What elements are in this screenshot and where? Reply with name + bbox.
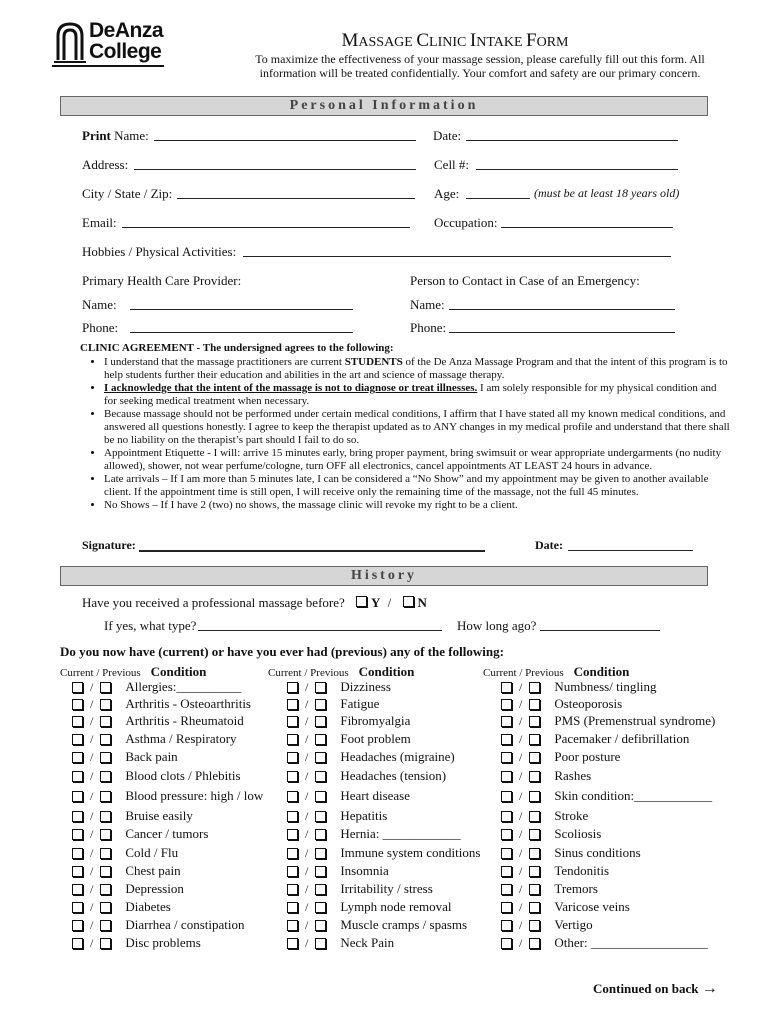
emergency-phone-label: Phone:: [410, 320, 447, 335]
condition-label: Headaches (migraine): [340, 749, 455, 764]
condition-row: [283, 695, 379, 713]
provider-phone-label: Phone:: [82, 320, 119, 335]
condition-label: Disc problems: [125, 935, 201, 950]
condition-row: [283, 748, 455, 766]
checkbox-separator: /: [305, 881, 309, 896]
date-label: Date:: [433, 128, 462, 143]
condition-row: [68, 844, 178, 862]
previous-checkbox[interactable]: [529, 938, 540, 949]
previous-checkbox[interactable]: [100, 829, 111, 840]
occupation-field[interactable]: [501, 215, 673, 228]
agreement-heading: CLINIC AGREEMENT - The undersigned agrees to the following:: [80, 342, 394, 354]
condition-row: [283, 934, 394, 952]
current-checkbox[interactable]: [501, 902, 512, 913]
condition-row: [68, 916, 244, 934]
current-checkbox[interactable]: [72, 938, 83, 949]
no-checkbox[interactable]: [403, 596, 414, 607]
condition-label: Irritability / stress: [340, 881, 433, 896]
current-checkbox[interactable]: [501, 811, 512, 822]
condition-label: Blood pressure: high / low: [125, 788, 264, 803]
current-checkbox[interactable]: [287, 829, 298, 840]
current-checkbox[interactable]: [72, 752, 83, 763]
condition-label: Arthritis - Osteoarthritis: [125, 696, 251, 711]
provider-name-label: Name:: [82, 297, 117, 312]
previous-checkbox[interactable]: [100, 752, 111, 763]
current-checkbox[interactable]: [287, 734, 298, 745]
current-checkbox[interactable]: [501, 848, 512, 859]
condition-label: Varicose veins: [554, 899, 630, 914]
previous-checkbox[interactable]: [100, 938, 111, 949]
hobbies-label: Hobbies / Physical Activities:: [82, 244, 237, 259]
signature-date-field[interactable]: [568, 538, 693, 551]
current-checkbox[interactable]: [72, 829, 83, 840]
condition-label: Fatigue: [340, 696, 380, 711]
current-checkbox[interactable]: [72, 699, 83, 710]
checkbox-separator: /: [305, 768, 309, 783]
current-checkbox[interactable]: [501, 791, 512, 802]
checkbox-separator: /: [519, 863, 523, 878]
condition-label: Numbness/ tingling: [554, 679, 657, 694]
condition-row: [283, 898, 452, 916]
condition-row: [283, 730, 411, 748]
age-field[interactable]: [466, 186, 530, 199]
previous-checkbox[interactable]: [315, 752, 326, 763]
previous-checkbox[interactable]: [315, 884, 326, 895]
checkbox-separator: /: [305, 713, 309, 728]
massage-type-field[interactable]: [198, 618, 442, 631]
massage-before-question: Have you received a professional massage before? Y / N: [82, 595, 427, 610]
print-name-field[interactable]: [154, 128, 416, 141]
signature-date-label: Date:: [535, 538, 563, 552]
condition-label: Tremors: [554, 881, 598, 896]
condition-row: [68, 730, 237, 748]
current-checkbox[interactable]: [501, 682, 512, 693]
checkbox-separator: /: [90, 788, 94, 803]
condition-row: [497, 767, 591, 785]
condition-label: Skin condition:____________: [554, 788, 713, 803]
condition-row: [283, 712, 410, 730]
condition-row: [68, 695, 251, 713]
condition-label: Allergies:__________: [125, 679, 242, 694]
condition-label: Insomnia: [340, 863, 389, 878]
current-checkbox[interactable]: [287, 866, 298, 877]
checkbox-separator: /: [519, 768, 523, 783]
current-checkbox[interactable]: [287, 791, 298, 802]
current-checkbox[interactable]: [287, 902, 298, 913]
current-checkbox[interactable]: [72, 791, 83, 802]
checkbox-separator: /: [305, 788, 309, 803]
checkbox-separator: /: [519, 713, 523, 728]
condition-row: [283, 916, 467, 934]
condition-row: [497, 748, 620, 766]
condition-label: Stroke: [554, 808, 589, 823]
checkbox-separator: /: [519, 917, 523, 932]
previous-checkbox[interactable]: [315, 771, 326, 782]
checkbox-separator: /: [305, 917, 309, 932]
checkbox-separator: /: [519, 808, 523, 823]
checkbox-separator: /: [519, 935, 523, 950]
condition-row: [497, 807, 588, 825]
condition-row: [497, 880, 598, 898]
previous-checkbox[interactable]: [529, 716, 540, 727]
current-checkbox[interactable]: [72, 848, 83, 859]
date-field[interactable]: [466, 128, 678, 141]
checkbox-separator: /: [305, 826, 309, 841]
previous-checkbox[interactable]: [529, 771, 540, 782]
current-checkbox[interactable]: [72, 682, 83, 693]
previous-checkbox[interactable]: [100, 791, 111, 802]
condition-label: Other: __________________: [554, 935, 708, 950]
column-header-3: Current / Previous Condition: [483, 664, 630, 679]
previous-checkbox[interactable]: [529, 752, 540, 763]
condition-row: [497, 916, 593, 934]
checkbox-separator: /: [305, 845, 309, 860]
current-checkbox[interactable]: [72, 920, 83, 931]
checkbox-separator: /: [519, 696, 523, 711]
condition-row: [497, 934, 708, 952]
condition-row: [497, 844, 641, 862]
condition-row: [68, 825, 208, 843]
condition-row: [68, 787, 263, 805]
checkbox-separator: /: [519, 749, 523, 764]
checkbox-separator: /: [305, 899, 309, 914]
current-checkbox[interactable]: [287, 752, 298, 763]
age-label: Age:: [434, 186, 460, 201]
logo-line-2: College: [89, 40, 162, 63]
city-state-zip-label: City / State / Zip:: [82, 186, 173, 201]
previous-checkbox[interactable]: [529, 682, 540, 693]
logo-underline: [52, 65, 164, 67]
condition-row: [283, 807, 387, 825]
condition-label: Immune system conditions: [340, 845, 481, 860]
previous-checkbox[interactable]: [529, 866, 540, 877]
current-checkbox[interactable]: [501, 771, 512, 782]
condition-label: Chest pain: [125, 863, 181, 878]
condition-label: Blood clots / Phlebitis: [125, 768, 241, 783]
current-checkbox[interactable]: [501, 866, 512, 877]
current-checkbox[interactable]: [501, 884, 512, 895]
current-checkbox[interactable]: [501, 734, 512, 745]
previous-checkbox[interactable]: [315, 682, 326, 693]
checkbox-separator: /: [519, 731, 523, 746]
condition-label: Bruise easily: [125, 808, 193, 823]
condition-label: Lymph node removal: [340, 899, 452, 914]
current-checkbox[interactable]: [72, 811, 83, 822]
cell-label: Cell #:: [434, 157, 470, 172]
previous-checkbox[interactable]: [100, 884, 111, 895]
checkbox-separator: /: [519, 845, 523, 860]
previous-checkbox[interactable]: [529, 699, 540, 710]
condition-label: Fibromyalgia: [340, 713, 411, 728]
current-checkbox[interactable]: [287, 884, 298, 895]
condition-label: Rashes: [554, 768, 592, 783]
current-checkbox[interactable]: [501, 829, 512, 840]
cell-field[interactable]: [476, 157, 678, 170]
condition-row: [68, 748, 178, 766]
previous-checkbox[interactable]: [100, 902, 111, 913]
emergency-name-field[interactable]: [449, 297, 675, 310]
previous-checkbox[interactable]: [315, 848, 326, 859]
current-checkbox[interactable]: [287, 920, 298, 931]
previous-checkbox[interactable]: [529, 829, 540, 840]
condition-label: Foot problem: [340, 731, 411, 746]
previous-checkbox[interactable]: [315, 866, 326, 877]
provider-phone-field[interactable]: [130, 320, 353, 333]
condition-label: Tendonitis: [554, 863, 610, 878]
previous-checkbox[interactable]: [315, 699, 326, 710]
condition-label: Osteoporosis: [554, 696, 623, 711]
age-note: (must be at least 18 years old): [534, 186, 680, 200]
personal-info-header: Personal Information: [60, 96, 708, 116]
previous-checkbox[interactable]: [315, 791, 326, 802]
column-header-2: Current / Previous Condition: [268, 664, 415, 679]
current-checkbox[interactable]: [287, 716, 298, 727]
agreement-item: • Appointment Etiquette - I will: arrive 15 minutes early, bring proper payment, bring swimsuit or wear appropriate undergarments (no nudity allowed), shower, not wear perfume/cologne, turn OFF all electronics, cancel appointments AT LEAST 24 hours in advance.: [104, 447, 730, 473]
emergency-contact-label: Person to Contact in Case of an Emergency:: [410, 273, 640, 288]
previous-checkbox[interactable]: [529, 920, 540, 931]
condition-row: [497, 787, 712, 805]
agreement-item: • Because massage should not be performed under certain medical conditions, I affirm that I have stated all my known medical conditions, and answered all questions honestly. I agree to keep the therapist updated as to ANY changes in my medical profile and understand that there shall be no liability on the therapist’s part should I fail to do so.: [104, 408, 730, 447]
email-field[interactable]: [122, 215, 410, 228]
current-checkbox[interactable]: [287, 771, 298, 782]
intro-text: To maximize the effectiveness of your massage session, please carefully fill out this form. All information will be treated confidentially. Your comfort and safety are our primary concern.: [255, 52, 705, 80]
arrow-right-icon: →: [701, 980, 718, 997]
checkbox-separator: /: [90, 935, 94, 950]
condition-row: [283, 862, 389, 880]
checkbox-separator: /: [305, 679, 309, 694]
logo-line-1: DeAnza: [89, 19, 164, 42]
checkbox-separator: /: [519, 899, 523, 914]
how-long-field[interactable]: [540, 618, 660, 631]
previous-checkbox[interactable]: [315, 811, 326, 822]
condition-row: [497, 695, 622, 713]
previous-checkbox[interactable]: [315, 829, 326, 840]
condition-row: [68, 898, 171, 916]
checkbox-separator: /: [519, 679, 523, 694]
previous-checkbox[interactable]: [100, 699, 111, 710]
previous-checkbox[interactable]: [100, 866, 111, 877]
occupation-label: Occupation:: [434, 215, 498, 230]
condition-row: [68, 712, 244, 730]
current-checkbox[interactable]: [501, 920, 512, 931]
previous-checkbox[interactable]: [529, 811, 540, 822]
condition-row: [283, 678, 391, 696]
checkbox-separator: /: [90, 899, 94, 914]
condition-row: [68, 934, 201, 952]
condition-label: Headaches (tension): [340, 768, 447, 783]
condition-label: Diabetes: [125, 899, 171, 914]
condition-label: Neck Pain: [340, 935, 395, 950]
previous-checkbox[interactable]: [100, 771, 111, 782]
current-checkbox[interactable]: [72, 771, 83, 782]
previous-checkbox[interactable]: [529, 791, 540, 802]
checkbox-separator: /: [90, 731, 94, 746]
agreement-item: • No Shows – If I have 2 (two) no shows, the massage clinic will revoke my right to be a client.: [104, 499, 730, 512]
previous-checkbox[interactable]: [315, 734, 326, 745]
condition-row: [497, 730, 689, 748]
signature-label: Signature:: [82, 538, 136, 552]
checkbox-separator: /: [90, 845, 94, 860]
previous-checkbox[interactable]: [315, 716, 326, 727]
condition-label: Cold / Flu: [125, 845, 179, 860]
previous-checkbox[interactable]: [529, 902, 540, 913]
condition-label: Vertigo: [554, 917, 593, 932]
previous-checkbox[interactable]: [100, 811, 111, 822]
condition-row: [283, 767, 446, 785]
condition-label: Dizziness: [340, 679, 391, 694]
yes-checkbox[interactable]: [356, 596, 367, 607]
previous-checkbox[interactable]: [100, 848, 111, 859]
continued-on-back: Continued on back →: [593, 980, 718, 997]
condition-label: Hernia: ____________: [340, 826, 461, 841]
current-checkbox[interactable]: [72, 866, 83, 877]
checkbox-separator: /: [305, 935, 309, 950]
condition-label: Scoliosis: [554, 826, 602, 841]
checkbox-separator: /: [90, 696, 94, 711]
condition-label: Heart disease: [340, 788, 411, 803]
current-checkbox[interactable]: [72, 902, 83, 913]
previous-checkbox[interactable]: [315, 920, 326, 931]
previous-checkbox[interactable]: [529, 734, 540, 745]
condition-label: Depression: [125, 881, 184, 896]
page-title: MASSAGE CLINIC INTAKE FORM: [341, 30, 569, 51]
city-state-zip-field[interactable]: [177, 186, 415, 199]
condition-row: [68, 767, 241, 785]
condition-row: [283, 880, 433, 898]
address-label: Address:: [82, 157, 129, 172]
current-checkbox[interactable]: [72, 884, 83, 895]
condition-row: [497, 825, 601, 843]
previous-checkbox[interactable]: [100, 920, 111, 931]
condition-label: Asthma / Respiratory: [125, 731, 237, 746]
condition-row: [68, 862, 181, 880]
agreement-item: • I acknowledge that the intent of the massage is not to diagnose or treat illnesses. I am solely responsible for my physical condition and for seeking medical treatment when necessary.: [104, 382, 730, 408]
condition-label: Muscle cramps / spasms: [340, 917, 468, 932]
condition-row: [283, 844, 480, 862]
checkbox-separator: /: [90, 768, 94, 783]
clinic-agreement: [80, 342, 730, 512]
print-name-label: Print Name:: [82, 128, 149, 143]
current-checkbox[interactable]: [501, 716, 512, 727]
condition-label: PMS (Premenstrual syndrome): [554, 713, 716, 728]
provider-label: Primary Health Care Provider:: [82, 273, 242, 288]
how-long-label: How long ago?: [457, 618, 537, 633]
condition-row: [497, 678, 657, 696]
signature-field[interactable]: [139, 538, 485, 552]
condition-row: [68, 807, 193, 825]
checkbox-separator: /: [305, 696, 309, 711]
condition-row: [497, 898, 630, 916]
current-checkbox[interactable]: [501, 699, 512, 710]
condition-row: [68, 880, 184, 898]
current-checkbox[interactable]: [72, 716, 83, 727]
checkbox-separator: /: [90, 679, 94, 694]
current-checkbox[interactable]: [287, 848, 298, 859]
previous-checkbox[interactable]: [315, 938, 326, 949]
previous-checkbox[interactable]: [315, 902, 326, 913]
previous-checkbox[interactable]: [100, 682, 111, 693]
condition-row: [497, 862, 609, 880]
hobbies-field[interactable]: [243, 244, 671, 257]
previous-checkbox[interactable]: [529, 848, 540, 859]
condition-label: Hepatitis: [340, 808, 388, 823]
checkbox-separator: /: [90, 749, 94, 764]
condition-label: Diarrhea / constipation: [125, 917, 245, 932]
condition-label: Back pain: [125, 749, 178, 764]
checkbox-separator: /: [90, 713, 94, 728]
condition-row: [68, 678, 241, 696]
checkbox-separator: /: [519, 788, 523, 803]
checkbox-separator: /: [90, 808, 94, 823]
email-label: Email:: [82, 215, 117, 230]
condition-row: [283, 787, 410, 805]
provider-name-field[interactable]: [130, 297, 353, 310]
agreement-item: • I understand that the massage practitioners are current STUDENTS of the De Anza Massage Program and that the intent of this program is to help students further their education and abilities in the art and science of massage therapy.: [104, 356, 730, 382]
current-checkbox[interactable]: [287, 938, 298, 949]
condition-row: [497, 712, 715, 730]
checkbox-separator: /: [305, 749, 309, 764]
checkbox-separator: /: [90, 881, 94, 896]
emergency-phone-field[interactable]: [449, 320, 675, 333]
condition-label: Pacemaker / defibrillation: [554, 731, 690, 746]
current-checkbox[interactable]: [501, 752, 512, 763]
agreement-list: [80, 356, 730, 512]
previous-checkbox[interactable]: [100, 734, 111, 745]
current-checkbox[interactable]: [72, 734, 83, 745]
history-header: History: [60, 566, 708, 586]
checkbox-separator: /: [305, 731, 309, 746]
column-header-1: Current / Previous Condition: [60, 664, 207, 679]
emergency-name-label: Name:: [410, 297, 445, 312]
previous-checkbox[interactable]: [100, 716, 111, 727]
checkbox-separator: /: [305, 808, 309, 823]
if-yes-label: If yes, what type?: [104, 618, 197, 633]
address-field[interactable]: [134, 157, 416, 170]
conditions-question: Do you now have (current) or have you ever had (previous) any of the following:: [60, 644, 504, 659]
current-checkbox[interactable]: [501, 938, 512, 949]
current-checkbox[interactable]: [287, 682, 298, 693]
checkbox-separator: /: [519, 881, 523, 896]
current-checkbox[interactable]: [287, 811, 298, 822]
checkbox-separator: /: [90, 917, 94, 932]
condition-label: Cancer / tumors: [125, 826, 209, 841]
checkbox-separator: /: [519, 826, 523, 841]
condition-label: Sinus conditions: [554, 845, 641, 860]
agreement-item: • Late arrivals – If I am more than 5 minutes late, I can be considered a “No Show” and my appointment may be given to another available client. If the appointment time is still open, I will receive only the remaining time of the massage, not the full 45 minutes.: [104, 473, 730, 499]
condition-label: Arthritis - Rheumatoid: [125, 713, 244, 728]
current-checkbox[interactable]: [287, 699, 298, 710]
checkbox-separator: /: [305, 863, 309, 878]
checkbox-separator: /: [90, 826, 94, 841]
condition-label: Poor posture: [554, 749, 621, 764]
checkbox-separator: /: [90, 863, 94, 878]
condition-row: [283, 825, 461, 843]
previous-checkbox[interactable]: [529, 884, 540, 895]
